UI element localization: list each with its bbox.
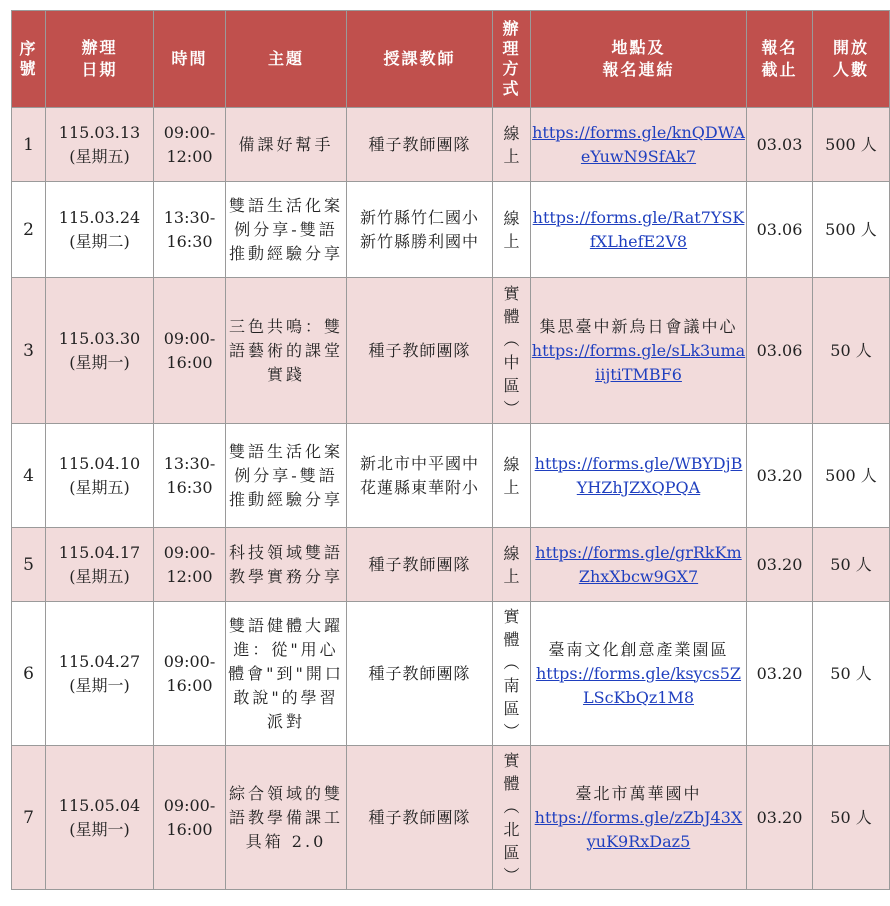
header-seq: 序 號 <box>12 11 46 108</box>
row-seq: 2 <box>12 182 46 278</box>
row-location <box>531 746 747 890</box>
mode-char: 線 <box>503 208 520 228</box>
location-place: 臺北市萬華國中 <box>575 783 702 803</box>
row-deadline: 03.20 <box>747 746 813 890</box>
time-start: 09:00- <box>163 651 216 671</box>
row-topic: 綜合領域的雙語教學備課工具箱 2.0 <box>226 746 347 890</box>
row-time <box>154 602 226 746</box>
row-seq: 5 <box>12 528 46 602</box>
weekday-value: (星期二) <box>69 231 130 251</box>
table-row <box>12 278 890 424</box>
time-end: 16:30 <box>166 477 213 497</box>
mode-char: 南 <box>503 675 520 695</box>
row-mode <box>493 746 531 890</box>
row-date <box>46 108 154 182</box>
row-seq: 3 <box>12 278 46 424</box>
teacher-name: 種子教師團隊 <box>368 134 471 154</box>
row-date <box>46 424 154 528</box>
header-seats: 開放 人數 <box>813 11 890 108</box>
mode-char: 區 <box>503 842 520 862</box>
header-location: 地點及 報名連結 <box>531 11 747 108</box>
time-start: 13:30- <box>163 207 216 227</box>
row-mode <box>493 182 531 278</box>
row-teacher <box>347 528 493 602</box>
registration-link[interactable]: https://forms.gle/Rat7YSKfXLhefE2V8 <box>532 207 745 251</box>
date-value: 115.03.24 <box>58 207 141 227</box>
row-date <box>46 528 154 602</box>
registration-link[interactable]: https://forms.gle/WBYDjBYHZhJZXQPQA <box>534 453 743 497</box>
registration-link[interactable]: https://forms.gle/zZbJ43XyuK9RxDaz5 <box>534 807 743 851</box>
row-seq: 7 <box>12 746 46 890</box>
mode-char: 體 <box>503 629 520 649</box>
row-mode <box>493 528 531 602</box>
registration-link[interactable]: https://forms.gle/sLk3umaiijtiTMBF6 <box>531 340 746 384</box>
mode-char: ︵ <box>503 796 520 816</box>
weekday-value: (星期一) <box>69 352 130 372</box>
row-location <box>531 278 747 424</box>
time-end: 16:30 <box>166 231 213 251</box>
mode-char: 體 <box>503 306 520 326</box>
row-date <box>46 182 154 278</box>
date-value: 115.04.17 <box>58 542 141 562</box>
row-teacher <box>347 602 493 746</box>
teacher-name: 種子教師團隊 <box>368 807 471 827</box>
time-start: 09:00- <box>163 795 216 815</box>
table-row <box>12 108 890 182</box>
location-place: 臺南文化創意產業園區 <box>548 639 729 659</box>
row-seats: 500 人 <box>813 424 890 528</box>
row-date <box>46 278 154 424</box>
row-deadline: 03.20 <box>747 424 813 528</box>
header-mode: 辦 理 方 式 <box>493 11 531 108</box>
row-deadline: 03.06 <box>747 182 813 278</box>
header-time: 時間 <box>154 11 226 108</box>
registration-link[interactable]: https://forms.gle/knQDWAeYuwN9SfAk7 <box>532 122 745 166</box>
row-mode <box>493 108 531 182</box>
row-seq: 1 <box>12 108 46 182</box>
mode-char: ︶ <box>503 721 520 741</box>
row-mode <box>493 278 531 424</box>
weekday-value: (星期一) <box>69 675 130 695</box>
row-seats: 50 人 <box>813 746 890 890</box>
row-topic: 科技領域雙語教學實務分享 <box>226 528 347 602</box>
mode-char: 上 <box>503 477 520 497</box>
time-start: 09:00- <box>163 122 216 142</box>
date-value: 115.04.27 <box>58 651 141 671</box>
teacher-name: 新竹縣竹仁國小 <box>359 207 479 227</box>
mode-char: 上 <box>503 566 520 586</box>
row-location <box>531 528 747 602</box>
mode-char: 上 <box>503 231 520 251</box>
row-date <box>46 602 154 746</box>
time-end: 16:00 <box>166 675 213 695</box>
mode-char: ︶ <box>503 865 520 885</box>
row-topic: 雙語健體大躍進：從"用心體會"到"開口敢說"的學習派對 <box>226 602 347 746</box>
teacher-name: 新北市中平國中 <box>359 453 479 473</box>
row-location <box>531 602 747 746</box>
row-teacher <box>347 278 493 424</box>
time-end: 12:00 <box>166 566 213 586</box>
mode-char: 體 <box>503 773 520 793</box>
row-date <box>46 746 154 890</box>
row-location <box>531 424 747 528</box>
row-teacher <box>347 424 493 528</box>
row-deadline: 03.06 <box>747 278 813 424</box>
registration-link[interactable]: https://forms.gle/grRkKmZhxXbcw9GX7 <box>535 542 742 586</box>
teacher-name: 種子教師團隊 <box>368 663 471 683</box>
mode-char: ︶ <box>503 398 520 418</box>
time-start: 13:30- <box>163 453 216 473</box>
row-topic: 雙語生活化案例分享-雙語推動經驗分享 <box>226 424 347 528</box>
table-row <box>12 602 890 746</box>
row-seq: 6 <box>12 602 46 746</box>
schedule-table <box>11 10 890 890</box>
mode-char: 上 <box>503 146 520 166</box>
time-end: 16:00 <box>166 352 213 372</box>
mode-char: 實 <box>503 606 520 626</box>
row-seats: 500 人 <box>813 108 890 182</box>
teacher-name: 種子教師團隊 <box>368 340 471 360</box>
row-time <box>154 528 226 602</box>
location-place: 集思臺中新烏日會議中心 <box>539 316 738 336</box>
time-end: 12:00 <box>166 146 213 166</box>
mode-char: 區 <box>503 698 520 718</box>
row-teacher <box>347 746 493 890</box>
weekday-value: (星期五) <box>69 566 130 586</box>
mode-char: 線 <box>503 543 520 563</box>
mode-char: 實 <box>503 283 520 303</box>
header-row <box>12 11 890 108</box>
mode-char: 實 <box>503 750 520 770</box>
row-teacher <box>347 182 493 278</box>
teacher-name: 種子教師團隊 <box>368 554 471 574</box>
mode-char: 中 <box>503 352 520 372</box>
header-date: 辦理 日期 <box>46 11 154 108</box>
mode-char: ︵ <box>503 652 520 672</box>
date-value: 115.04.10 <box>58 453 141 473</box>
registration-link[interactable]: https://forms.gle/ksycs5ZLScKbQz1M8 <box>535 663 742 707</box>
row-topic: 備課好幫手 <box>226 108 347 182</box>
row-seats: 500 人 <box>813 182 890 278</box>
date-value: 115.03.13 <box>58 122 141 142</box>
row-location <box>531 108 747 182</box>
row-topic: 三色共鳴：雙語藝術的課堂實踐 <box>226 278 347 424</box>
table-row <box>12 424 890 528</box>
teacher-name: 新竹縣勝利國中 <box>359 231 479 251</box>
row-deadline: 03.20 <box>747 602 813 746</box>
row-seats: 50 人 <box>813 528 890 602</box>
weekday-value: (星期一) <box>69 819 130 839</box>
header-teacher: 授課教師 <box>347 11 493 108</box>
time-start: 09:00- <box>163 328 216 348</box>
teacher-name: 花蓮縣東華附小 <box>359 477 479 497</box>
weekday-value: (星期五) <box>69 477 130 497</box>
row-seq: 4 <box>12 424 46 528</box>
row-time <box>154 746 226 890</box>
table-row <box>12 182 890 278</box>
mode-char: ︵ <box>503 329 520 349</box>
row-topic: 雙語生活化案例分享-雙語推動經驗分享 <box>226 182 347 278</box>
row-mode <box>493 602 531 746</box>
row-seats: 50 人 <box>813 602 890 746</box>
header-deadline: 報名 截止 <box>747 11 813 108</box>
row-deadline: 03.03 <box>747 108 813 182</box>
mode-char: 北 <box>503 819 520 839</box>
row-time <box>154 278 226 424</box>
date-value: 115.03.30 <box>58 328 141 348</box>
date-value: 115.05.04 <box>58 795 141 815</box>
row-location <box>531 182 747 278</box>
row-seats: 50 人 <box>813 278 890 424</box>
row-deadline: 03.20 <box>747 528 813 602</box>
row-time <box>154 108 226 182</box>
time-end: 16:00 <box>166 819 213 839</box>
row-time <box>154 182 226 278</box>
weekday-value: (星期五) <box>69 146 130 166</box>
table-row <box>12 528 890 602</box>
row-mode <box>493 424 531 528</box>
row-time <box>154 424 226 528</box>
time-start: 09:00- <box>163 542 216 562</box>
table-row <box>12 746 890 890</box>
mode-char: 區 <box>503 375 520 395</box>
row-teacher <box>347 108 493 182</box>
header-topic: 主題 <box>226 11 347 108</box>
mode-char: 線 <box>503 454 520 474</box>
mode-char: 線 <box>503 123 520 143</box>
